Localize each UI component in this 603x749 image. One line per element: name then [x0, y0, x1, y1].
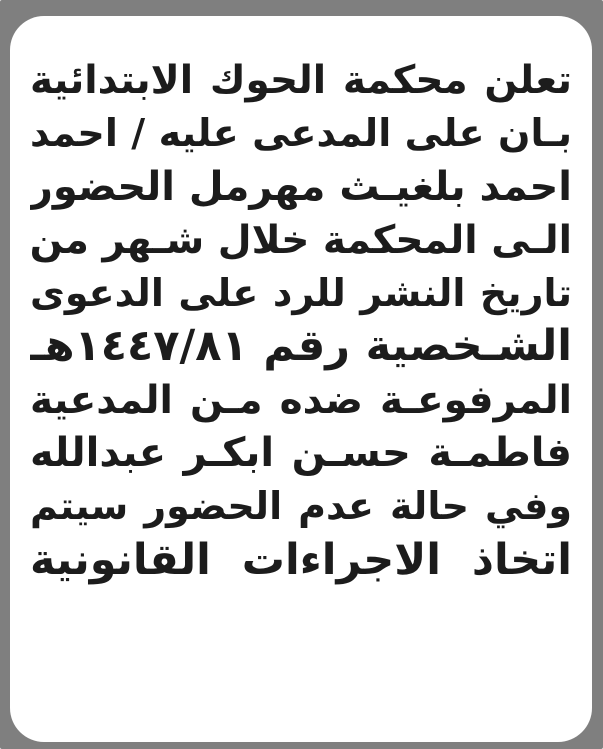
- notice-line-2: بـان على المدعى عليه / احمد: [30, 111, 572, 156]
- notice-line-1: تعلن محكمة الحوك الابتدائية: [30, 58, 572, 103]
- notice-card: [10, 16, 592, 742]
- notice-line-8: فاطمـة حسـن ابكـر عبدالله: [30, 430, 572, 477]
- notice-line-6: الشـخصية رقم ١٤٤٧/٨١هـ: [30, 321, 572, 372]
- notice-line-7: المرفوعـة ضده مـن المدعية: [30, 377, 572, 423]
- notice-line-5: تاريخ النشر للرد على الدعوى: [30, 271, 572, 316]
- notice-line-9: وفي حالة عدم الحضور سيتم: [30, 484, 572, 529]
- notice-line-3: احمد بلغيـث مهرمل الحضور: [30, 163, 572, 210]
- court-notice-text: [30, 54, 572, 587]
- notice-line-10: اتخاذ الاجراءات القانونية: [30, 534, 572, 585]
- notice-line-4: الـى المحكمة خلال شـهر من: [30, 217, 572, 263]
